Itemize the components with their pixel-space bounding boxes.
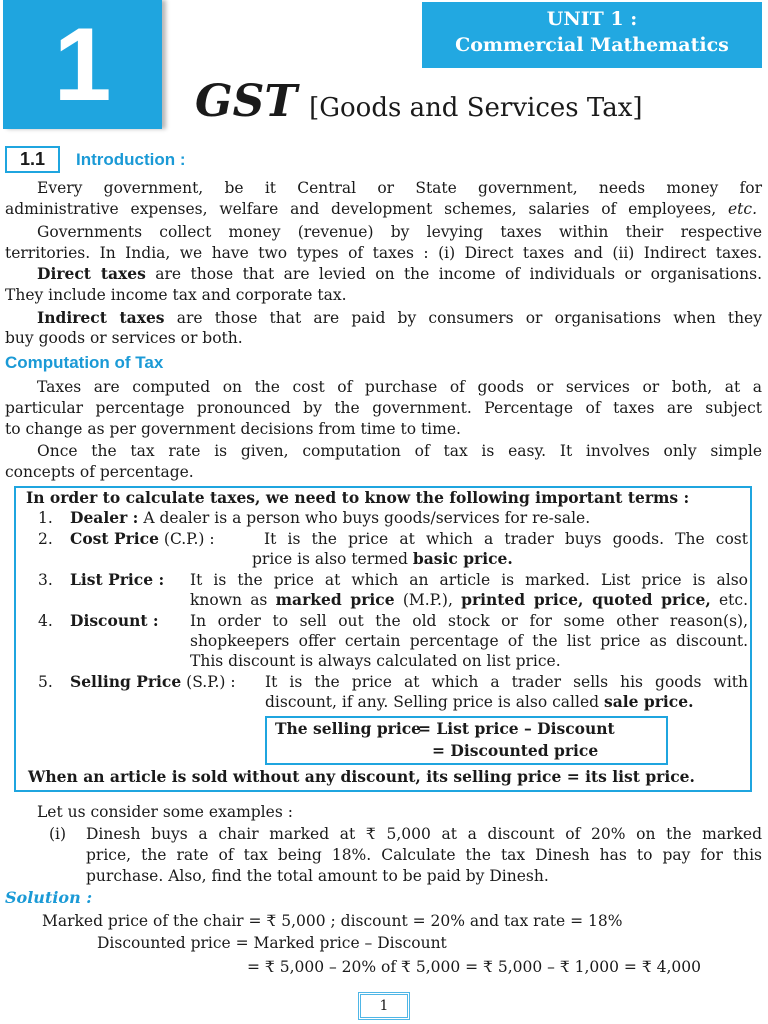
term-4-desc-line2: shopkeepers offer certain percentage of the list price as discount.: [190, 632, 748, 650]
chapter-number: 1: [53, 6, 112, 123]
unit-title: Commercial Mathematics: [455, 34, 729, 56]
basic-price-term: basic price.: [412, 549, 513, 568]
intro-p1-line1: Every government, be it Central or State government, needs money for: [37, 179, 762, 197]
term-2-label: [70, 529, 215, 549]
unit-banner: [422, 2, 762, 68]
computation-p1-line3: to change as per government decisions from time to time.: [5, 420, 461, 438]
example-1-line1: Dinesh buys a chair marked at ₹ 5,000 at a discount of 20% on the marked: [86, 825, 762, 843]
terms-note: When an article is sold without any discount, its selling price = its list price.: [28, 767, 695, 786]
intro-p3-line1-text: are those that are levied on the income of individuals or organisations.: [145, 265, 763, 283]
term-3-desc-line2-c: (M.P.),: [394, 591, 462, 609]
term-5-name: Selling Price: [70, 672, 182, 691]
term-2-desc-line2-text: price is also termed: [252, 550, 413, 568]
page-number: 1: [379, 998, 389, 1014]
terms-heading: In order to calculate taxes, we need to know the following important terms :: [26, 488, 690, 507]
computation-heading: Computation of Tax: [5, 353, 164, 372]
solution-line2: Discounted price = Marked price – Discount: [97, 934, 447, 952]
term-1-line1: [70, 508, 590, 528]
term-4-name: Discount :: [70, 611, 159, 630]
section-number-box: [5, 146, 60, 173]
direct-taxes-term: Direct taxes: [37, 264, 146, 283]
term-5-desc-line1: It is the price at which a trader sells his goods with: [265, 673, 748, 691]
formula-eq2: = Discounted price: [432, 741, 599, 760]
intro-p1-etc: etc.: [727, 200, 757, 218]
term-5-number: 5.: [38, 673, 53, 691]
term-2-abbr: (C.P.) :: [158, 530, 215, 548]
term-4-desc-line3: This discount is always calculated on list price.: [190, 652, 561, 670]
chapter-title: [195, 76, 643, 127]
intro-p2-line1: Governments collect money (revenue) by levying taxes within their respective: [37, 223, 762, 241]
chapter-title-main: GST: [195, 76, 298, 127]
term-3-desc-line2-e: etc.: [710, 591, 748, 609]
term-3-desc-line2-a: known as: [190, 591, 276, 609]
term-1-desc: A dealer is a person who buys goods/services for re-sale.: [143, 509, 591, 527]
term-2-desc-line2: [252, 549, 513, 569]
intro-p3-line1: [37, 264, 762, 284]
formula-lhs: The selling price: [275, 719, 422, 738]
solution-line1: Marked price of the chair = ₹ 5,000 ; discount = 20% and tax rate = 18%: [42, 912, 623, 930]
chapter-title-sub: [Goods and Services Tax]: [309, 93, 643, 123]
intro-p4-line1-text: are those that are paid by consumers or organisations when they: [164, 309, 762, 327]
term-3-desc-line2: [190, 590, 748, 610]
term-5-label: [70, 672, 236, 692]
term-2-desc-line1: It is the price at which a trader buys goods. The cost: [264, 530, 748, 548]
term-2-name: Cost Price: [70, 529, 159, 548]
term-5-abbr: (S.P.) :: [181, 673, 236, 691]
term-4-desc-line1: In order to sell out the old stock or for some other reason(s),: [190, 612, 748, 630]
example-1-line3: purchase. Also, find the total amount to be paid by Dinesh.: [86, 867, 549, 885]
intro-p2-line2: territories. In India, we have two types of taxes : (i) Direct taxes and (ii) Indirect taxes.: [5, 244, 762, 262]
intro-p1-line2: [5, 199, 757, 219]
section-number: 1.1: [19, 149, 46, 169]
intro-p4-line1: [37, 308, 762, 328]
term-3-number: 3.: [38, 571, 53, 589]
solution-line3: = ₹ 5,000 – 20% of ₹ 5,000 = ₹ 5,000 – ₹ 1,000 = ₹ 4,000: [247, 958, 701, 976]
computation-p1-line2: particular percentage pronounced by the government. Percentage of taxes are subject: [5, 399, 762, 417]
example-1-number: (i): [49, 825, 67, 843]
examples-intro: Let us consider some examples :: [37, 803, 293, 821]
indirect-taxes-term: Indirect taxes: [37, 308, 165, 327]
marked-price-term: marked price: [275, 590, 395, 609]
term-2-number: 2.: [38, 530, 53, 548]
printed-quoted-price-terms: printed price, quoted price,: [461, 590, 711, 609]
term-5-desc-line2: [265, 692, 693, 712]
intro-p4-line2: buy goods or services or both.: [5, 329, 243, 347]
term-1-number: 1.: [38, 509, 53, 527]
page-number-box: [358, 992, 410, 1020]
computation-p1-line1: Taxes are computed on the cost of purchase of goods or services or both, at a: [37, 378, 762, 396]
term-1-name: Dealer :: [70, 508, 139, 527]
solution-label: Solution :: [5, 888, 93, 907]
intro-p3-line2: They include income tax and corporate tax.: [5, 286, 347, 304]
computation-p2-line1: Once the tax rate is given, computation of tax is easy. It involves only simple: [37, 442, 762, 460]
unit-label: UNIT 1 :: [546, 8, 638, 30]
term-3-name: List Price :: [70, 570, 165, 589]
sale-price-term: sale price.: [603, 692, 694, 711]
term-5-desc-line2-text: discount, if any. Selling price is also called: [265, 693, 604, 711]
computation-p2-line2: concepts of percentage.: [5, 463, 194, 481]
term-4-number: 4.: [38, 612, 53, 630]
chapter-number-box: [3, 0, 162, 129]
formula-eq1: = List price – Discount: [418, 719, 615, 738]
intro-p1-line2-text: administrative expenses, welfare and development schemes, salaries of employees,: [5, 200, 728, 218]
section-title: Introduction :: [76, 150, 186, 169]
term-3-desc-line1: It is the price at which an article is marked. List price is also: [190, 571, 748, 589]
example-1-line2: price, the rate of tax being 18%. Calculate the tax Dinesh has to pay for this: [86, 846, 762, 864]
